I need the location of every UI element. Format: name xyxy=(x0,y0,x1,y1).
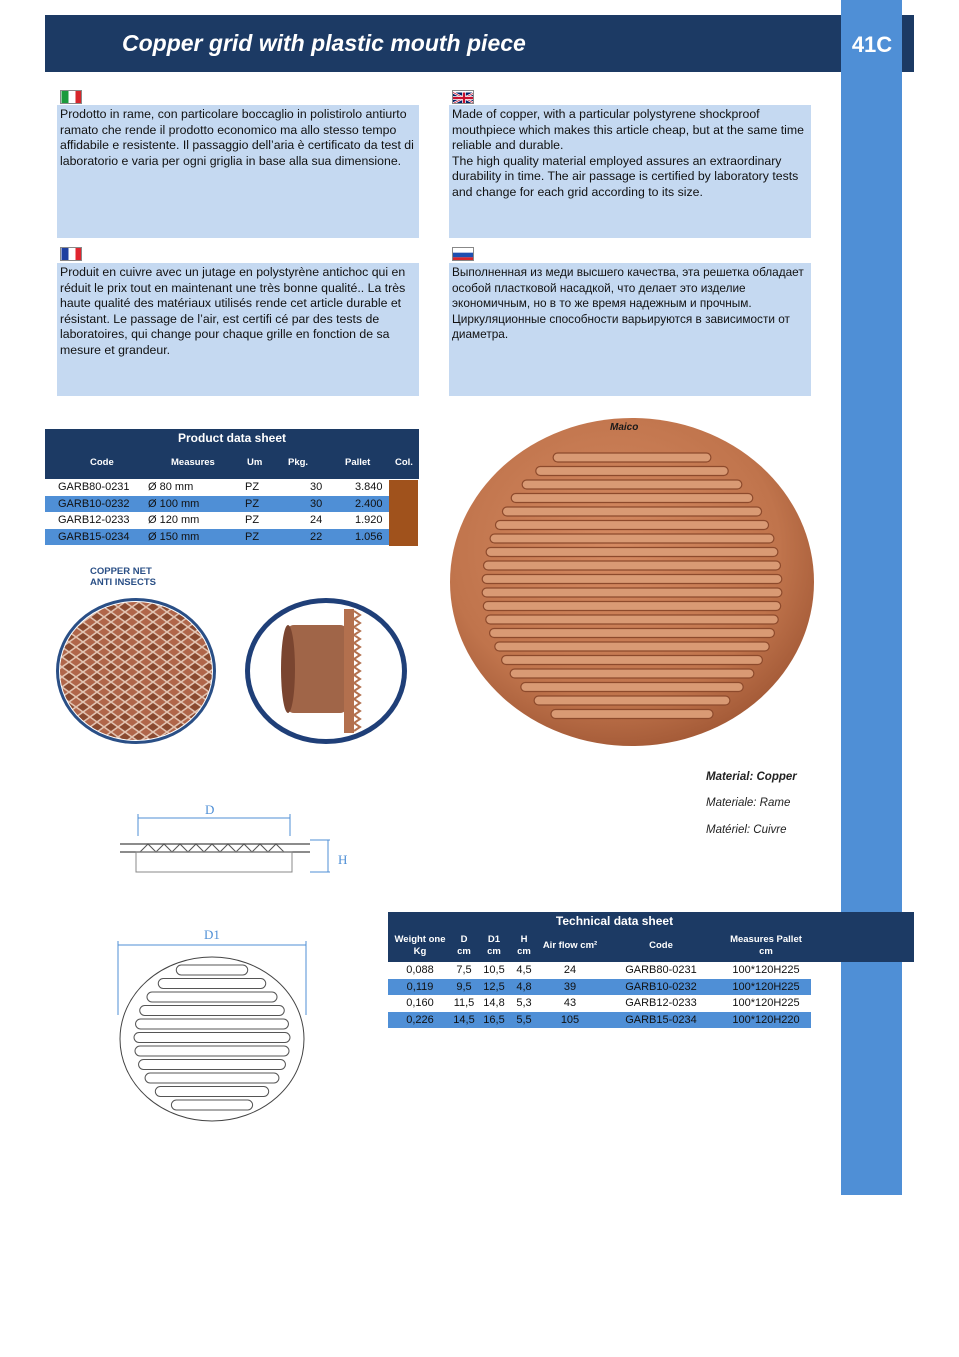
cell-d1: 14,8 xyxy=(483,997,505,1009)
diagram-louver xyxy=(140,1006,285,1016)
cell-airflow: 43 xyxy=(563,997,577,1009)
grid-louver xyxy=(510,669,754,678)
table-row xyxy=(388,1012,811,1029)
cell-pallet: 100*120H225 xyxy=(732,964,800,976)
cell-code: GARB15-0234 xyxy=(625,1013,697,1026)
diagram-louver xyxy=(136,1019,289,1029)
french-text: Produit en cuivre avec un jutage en polystyrène antichoc qui en réduit le prix tout en maintenant une très bonne qualité.. La très haute qualité des matériaux utilisés rende cet article durable et résistant. Le passage de l’air, est certifi cé par des tests de laboratoires, qui change pour chaque grille en fonction de sa mesure et grandeur. xyxy=(60,265,406,357)
grid-louver xyxy=(534,696,730,705)
cell-airflow: 39 xyxy=(563,980,577,993)
header-pkg: Pkg. xyxy=(288,457,309,468)
grid-louver xyxy=(490,629,775,638)
grid-louver xyxy=(511,494,753,503)
table-row xyxy=(45,529,389,546)
diagram-louver xyxy=(135,1046,289,1056)
cell-d1: 12,5 xyxy=(483,980,505,993)
cell-pallet: 100*120H220 xyxy=(732,1013,800,1026)
grid-louver xyxy=(482,575,782,584)
france-flag-icon xyxy=(60,247,82,261)
russian-text-1: Выполненная из меди высшего качества, эта решетка обладает особой пластковой насадкой, что делает это изделие экономичным, но в то же время надежным и прочным. xyxy=(452,265,804,311)
grid-louver xyxy=(495,642,769,651)
cell-airflow: 105 xyxy=(560,1013,580,1026)
cell-weight: 0,119 xyxy=(406,980,434,993)
header-h xyxy=(512,934,536,958)
italian-text: Prodotto in rame, con particolare boccaglio in polistirolo antiurto ramato che rende il prodotto economico ma allo stesso tempo affidabile e resistente. Il passaggio dell’aria è certificato da test di laboratorio e varia per ogni griglia in base alla sua dimensione. xyxy=(60,107,414,168)
grid-louver xyxy=(502,656,763,665)
cell-pallet: 1.056 xyxy=(355,530,383,543)
copper-grid-image xyxy=(445,415,820,750)
cell-d: 14,5 xyxy=(453,1013,475,1026)
grid-louver xyxy=(522,480,742,489)
cell-um: PZ xyxy=(245,514,260,526)
cell-code: GARB10-0232 xyxy=(625,980,697,993)
cell-h: 5,5 xyxy=(516,1013,532,1026)
cell-pallet: 3.840 xyxy=(355,481,383,493)
header-code: Code xyxy=(649,940,673,951)
cell-d: 7,5 xyxy=(456,964,472,976)
cell-um: PZ xyxy=(245,481,260,493)
page-title: Copper grid with plastic mouth piece xyxy=(122,30,526,56)
diagram-label-h: H xyxy=(338,852,348,867)
diagram-louver xyxy=(147,992,277,1002)
technical-sheet-title: Technical data sheet xyxy=(388,912,841,930)
grid-louver xyxy=(553,453,711,462)
english-description xyxy=(449,105,811,238)
header-d-label: D xyxy=(460,934,468,945)
cell-pallet: 100*120H225 xyxy=(732,997,800,1009)
grid-louver xyxy=(495,521,768,530)
header-d1 xyxy=(482,934,506,958)
header-h-label: H xyxy=(520,934,528,945)
grid-louver xyxy=(486,615,778,624)
cell-h: 5,3 xyxy=(516,997,532,1009)
diagram-louver xyxy=(134,1033,290,1043)
mouth-piece-image xyxy=(244,597,408,745)
header-pallet xyxy=(716,934,816,958)
table-row xyxy=(388,995,811,1012)
cell-code: GARB12-0233 xyxy=(625,997,697,1009)
header-weight-unit: Kg xyxy=(413,946,427,957)
cell-h: 4,5 xyxy=(516,964,532,976)
copper-net-label xyxy=(90,566,156,588)
cell-weight: 0,160 xyxy=(406,997,434,1009)
header-pallet-label: Measures Pallet xyxy=(730,934,802,945)
product-data-sheet xyxy=(45,429,419,545)
russia-flag-icon xyxy=(452,247,474,261)
header-weight-label: Weight one xyxy=(394,934,446,945)
header-airflow: Air flow cm² xyxy=(542,940,598,951)
french-description xyxy=(57,263,419,396)
grid-louver xyxy=(484,561,781,570)
cell-pallet: 100*120H225 xyxy=(732,980,800,993)
technical-data-sheet xyxy=(388,912,914,1028)
header-d-unit: cm xyxy=(457,946,471,957)
technical-sheet-header-block xyxy=(388,912,914,962)
header-measures: Measures xyxy=(171,457,215,468)
grid-louver xyxy=(490,534,774,543)
russian-description xyxy=(449,263,811,396)
grid-louver xyxy=(486,548,778,557)
cell-d1: 10,5 xyxy=(483,964,505,976)
header-code: Code xyxy=(90,457,114,468)
table-row xyxy=(388,962,811,979)
page-number: 41C xyxy=(851,32,893,57)
table-row xyxy=(388,979,811,996)
material-french: Matériel: Cuivre xyxy=(706,824,787,836)
grid-louver xyxy=(551,710,713,719)
diagram-louver xyxy=(158,979,265,989)
diagram-label-d: D xyxy=(205,802,215,817)
cell-d1: 16,5 xyxy=(483,1013,505,1026)
diagram-louver xyxy=(171,1100,252,1110)
cell-code: GARB15-0234 xyxy=(58,530,130,543)
cell-code: GARB80-0231 xyxy=(58,481,130,493)
diagram-louver xyxy=(155,1087,268,1097)
cell-measures: Ø 120 mm xyxy=(148,514,200,526)
english-text-2: The high quality material employed assures an extraordinary durability in time. The air passage is certified by laboratory tests and change for each grid according to its size. xyxy=(452,153,799,199)
cell-d: 11,5 xyxy=(453,997,475,1009)
cell-code: GARB12-0233 xyxy=(58,514,130,526)
grid-louver xyxy=(521,683,743,692)
product-sheet-title: Product data sheet xyxy=(45,429,419,447)
copper-net-line2: ANTI INSECTS xyxy=(90,577,156,588)
cell-pallet: 2.400 xyxy=(355,497,383,510)
russian-text-2: Циркуляционные способности варьируются в зависимости от диаметра. xyxy=(452,311,790,342)
diagram-louver xyxy=(176,965,247,975)
copper-net-image xyxy=(55,597,217,745)
brand-logo: Maico xyxy=(610,422,639,433)
diagram-louver xyxy=(145,1073,279,1083)
english-text-1: Made of copper, with a particular polystyrene shockproof mouthpiece which makes this article cheap, but at the same time reliable and durable. xyxy=(452,107,804,153)
header-pallet-unit: cm xyxy=(759,946,773,957)
header-col: Col. xyxy=(395,457,413,468)
header-weight xyxy=(391,934,449,958)
material-english: Material: Copper xyxy=(706,771,797,783)
cell-measures: Ø 80 mm xyxy=(148,481,194,493)
product-sheet-header xyxy=(45,447,419,479)
grid-louver xyxy=(483,602,780,611)
front-view-diagram xyxy=(110,935,320,1125)
uk-flag-icon xyxy=(452,90,474,104)
cell-weight: 0,088 xyxy=(406,964,434,976)
diagram-louver xyxy=(139,1060,286,1070)
cell-airflow: 24 xyxy=(563,964,577,976)
cell-d: 9,5 xyxy=(456,980,472,993)
cell-code: GARB80-0231 xyxy=(625,964,697,976)
table-row xyxy=(45,479,389,496)
header-d xyxy=(452,934,476,958)
header-d1-label: D1 xyxy=(487,934,501,945)
copper-net-line1: COPPER NET xyxy=(90,566,152,577)
side-view-diagram xyxy=(110,800,360,880)
grid-louver xyxy=(536,467,728,476)
cell-pkg: 24 xyxy=(310,514,323,526)
cell-um: PZ xyxy=(245,497,260,510)
cell-pkg: 30 xyxy=(310,481,323,493)
table-row xyxy=(45,512,389,529)
material-italian: Materiale: Rame xyxy=(706,797,791,809)
diagram-label-d1: D1 xyxy=(204,927,220,942)
cell-um: PZ xyxy=(245,530,260,543)
grid-louver xyxy=(482,588,782,597)
cell-measures: Ø 100 mm xyxy=(148,497,200,510)
italy-flag-icon xyxy=(60,90,82,104)
cell-weight: 0,226 xyxy=(406,1013,434,1026)
header-pallet: Pallet xyxy=(345,457,371,468)
header-h-unit: cm xyxy=(517,946,531,957)
color-swatch xyxy=(389,480,418,546)
table-row xyxy=(45,496,389,513)
header-d1-unit: cm xyxy=(487,946,501,957)
cell-pkg: 30 xyxy=(310,497,323,510)
header-um: Um xyxy=(247,457,263,468)
cell-h: 4,8 xyxy=(516,980,532,993)
italian-description xyxy=(57,105,419,238)
cell-pkg: 22 xyxy=(310,530,323,543)
cell-pallet: 1.920 xyxy=(355,514,383,526)
grid-louver xyxy=(502,507,761,516)
cell-measures: Ø 150 mm xyxy=(148,530,200,543)
cell-code: GARB10-0232 xyxy=(58,497,130,510)
